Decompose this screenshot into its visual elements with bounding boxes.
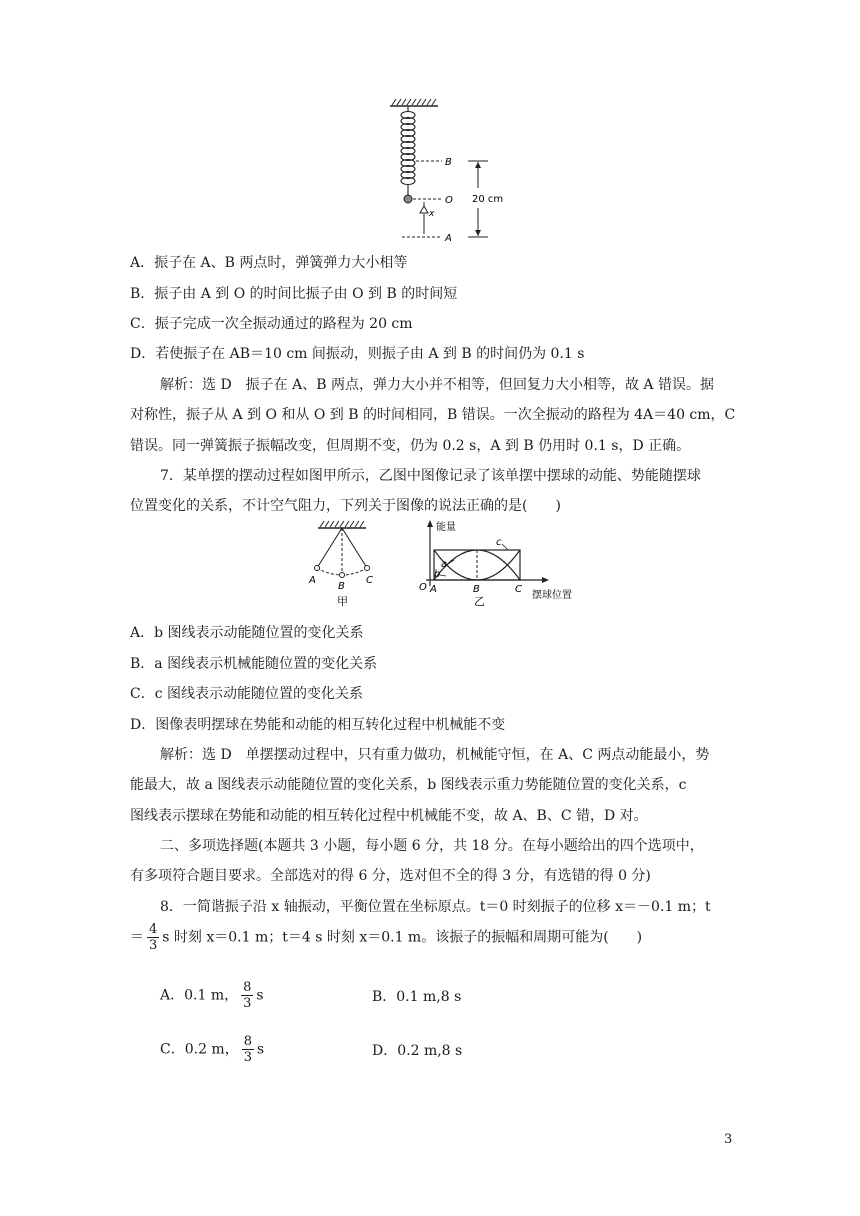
q6-option-c: C．振子完成一次全振动通过的路程为 20 cm [130,316,413,332]
q8-fraction [147,922,159,953]
jia-label-b: B [338,581,345,592]
q8-option-a-denominator: 3 [243,996,252,1011]
q8-option-d: D．0.2 m,8 s [372,1043,463,1059]
jia-label-a: A [309,575,316,586]
spring-label-a: A [445,233,452,244]
jia-caption: 甲 [337,595,348,608]
yi-ylabel: 能量 [436,522,456,533]
yi-tick-b: B [473,584,480,595]
yi-curve-a: a [441,559,448,570]
yi-tick-a: A [430,584,437,595]
q8-option-b: B．0.1 m,8 s [372,989,462,1005]
q8-option-a-numerator: 8 [243,980,252,995]
q8-stem2-pre: ＝ [130,929,144,946]
q8-option-c-denominator: 3 [243,1050,252,1065]
page-number: 3 [724,1132,733,1147]
q7-stem-line1: 7．某单摆的摆动过程如图甲所示，乙图中图像记录了该单摆中摆球的动能、势能随摆球 [160,468,701,484]
q8-option-a-post: s [256,987,264,1004]
q7-explanation-line1: 解析：选 D 单摆摆动过程中，只有重力做功，机械能守恒，在 A、C 两点动能最小，势 [160,747,710,763]
q6-option-a: A．振子在 A、B 两点时，弹簧弹力大小相等 [130,255,408,271]
yi-xlabel: 摆球位置 [532,590,572,601]
q6-option-d: D．若使振子在 AB＝10 cm 间振动，则振子由 A 到 B 的时间仍为 0.1 s [130,346,585,362]
q8-option-a-fraction [241,980,253,1011]
q7-option-c: C．c 图线表示动能随位置的变化关系 [130,686,364,702]
q6-explanation-line3: 错误。同一弹簧振子振幅改变，但周期不变，仍为 0.2 s，A 到 B 仍用时 0.1 s，D 正确。 [130,438,691,454]
section2-heading-line2: 有多项符合题目要求。全部选对的得 6 分，选对但不全的得 3 分，有选错的得 0 分) [130,868,651,884]
q6-explanation-line1: 解析：选 D 振子在 A、B 两点，弹力大小并不相等，但回复力大小相等，故 A 错误。据 [160,377,714,393]
q7-option-a: A．b 图线表示动能随位置的变化关系 [130,625,364,641]
pendulum-figure-jia [300,518,390,610]
q8-option-a [160,980,264,1011]
energy-graph-yi [418,518,598,610]
q7-explanation-line3: 图线表示摆球在势能和动能的相互转化过程中机械能不变，故 A、B、C 错，D 对。 [130,808,648,824]
jia-label-c: C [366,575,373,586]
q8-fraction-denominator: 3 [149,938,158,953]
q8-stem-line2 [130,922,642,953]
q7-explanation-line2: 能最大，故 a 图线表示动能随位置的变化关系，b 图线表示重力势能随位置的变化关系，c [130,777,687,793]
yi-tick-c: C [515,584,522,595]
q8-option-c-numerator: 8 [243,1034,252,1049]
q8-option-c-post: s [256,1041,265,1058]
yi-caption: 乙 [474,595,485,608]
yi-origin: O [419,582,427,593]
q6-option-b: B．振子由 A 到 O 的时间比振子由 O 到 B 的时间短 [130,286,458,302]
q7-option-d: D．图像表明摆球在势能和动能的相互转化过程中机械能不变 [130,717,506,733]
yi-curve-b: b [434,569,441,580]
yi-curve-c: c [496,537,502,548]
q8-option-c [160,1034,264,1065]
q6-explanation-line2: 对称性，振子从 A 到 O 和从 O 到 B 的时间相同，B 错误。一次全振动的路程为 4A＝40 cm，C [130,407,736,423]
spring-label-b: B [445,157,452,168]
q8-stem-line1: 8．一简谐振子沿 x 轴振动，平衡位置在坐标原点。t＝0 时刻振子的位移 x＝－0.1 m；t [160,899,711,915]
q8-fraction-numerator: 4 [149,922,158,937]
spring-distance-label: 20 cm [472,194,504,205]
spring-oscillator-figure [380,96,520,246]
spring-label-o: O [445,195,453,206]
spring-label-x: x [429,209,435,219]
q8-option-a-pre: A．0.1 m， [160,987,239,1004]
q8-option-c-fraction [242,1034,254,1065]
section2-heading-line1: 二、多项选择题(本题共 3 小题，每小题 6 分，共 18 分。在每小题给出的四个选项中， [160,838,704,854]
q8-option-c-pre: C．0.2 m， [160,1041,239,1058]
q7-stem-line2: 位置变化的关系，不计空气阻力，下列关于图像的说法正确的是( ) [130,498,561,514]
q8-stem2-post: s 时刻 x＝0.1 m；t＝4 s 时刻 x＝0.1 m。该振子的振幅和周期可能为( ) [162,929,643,946]
q7-option-b: B．a 图线表示机械能随位置的变化关系 [130,656,378,672]
